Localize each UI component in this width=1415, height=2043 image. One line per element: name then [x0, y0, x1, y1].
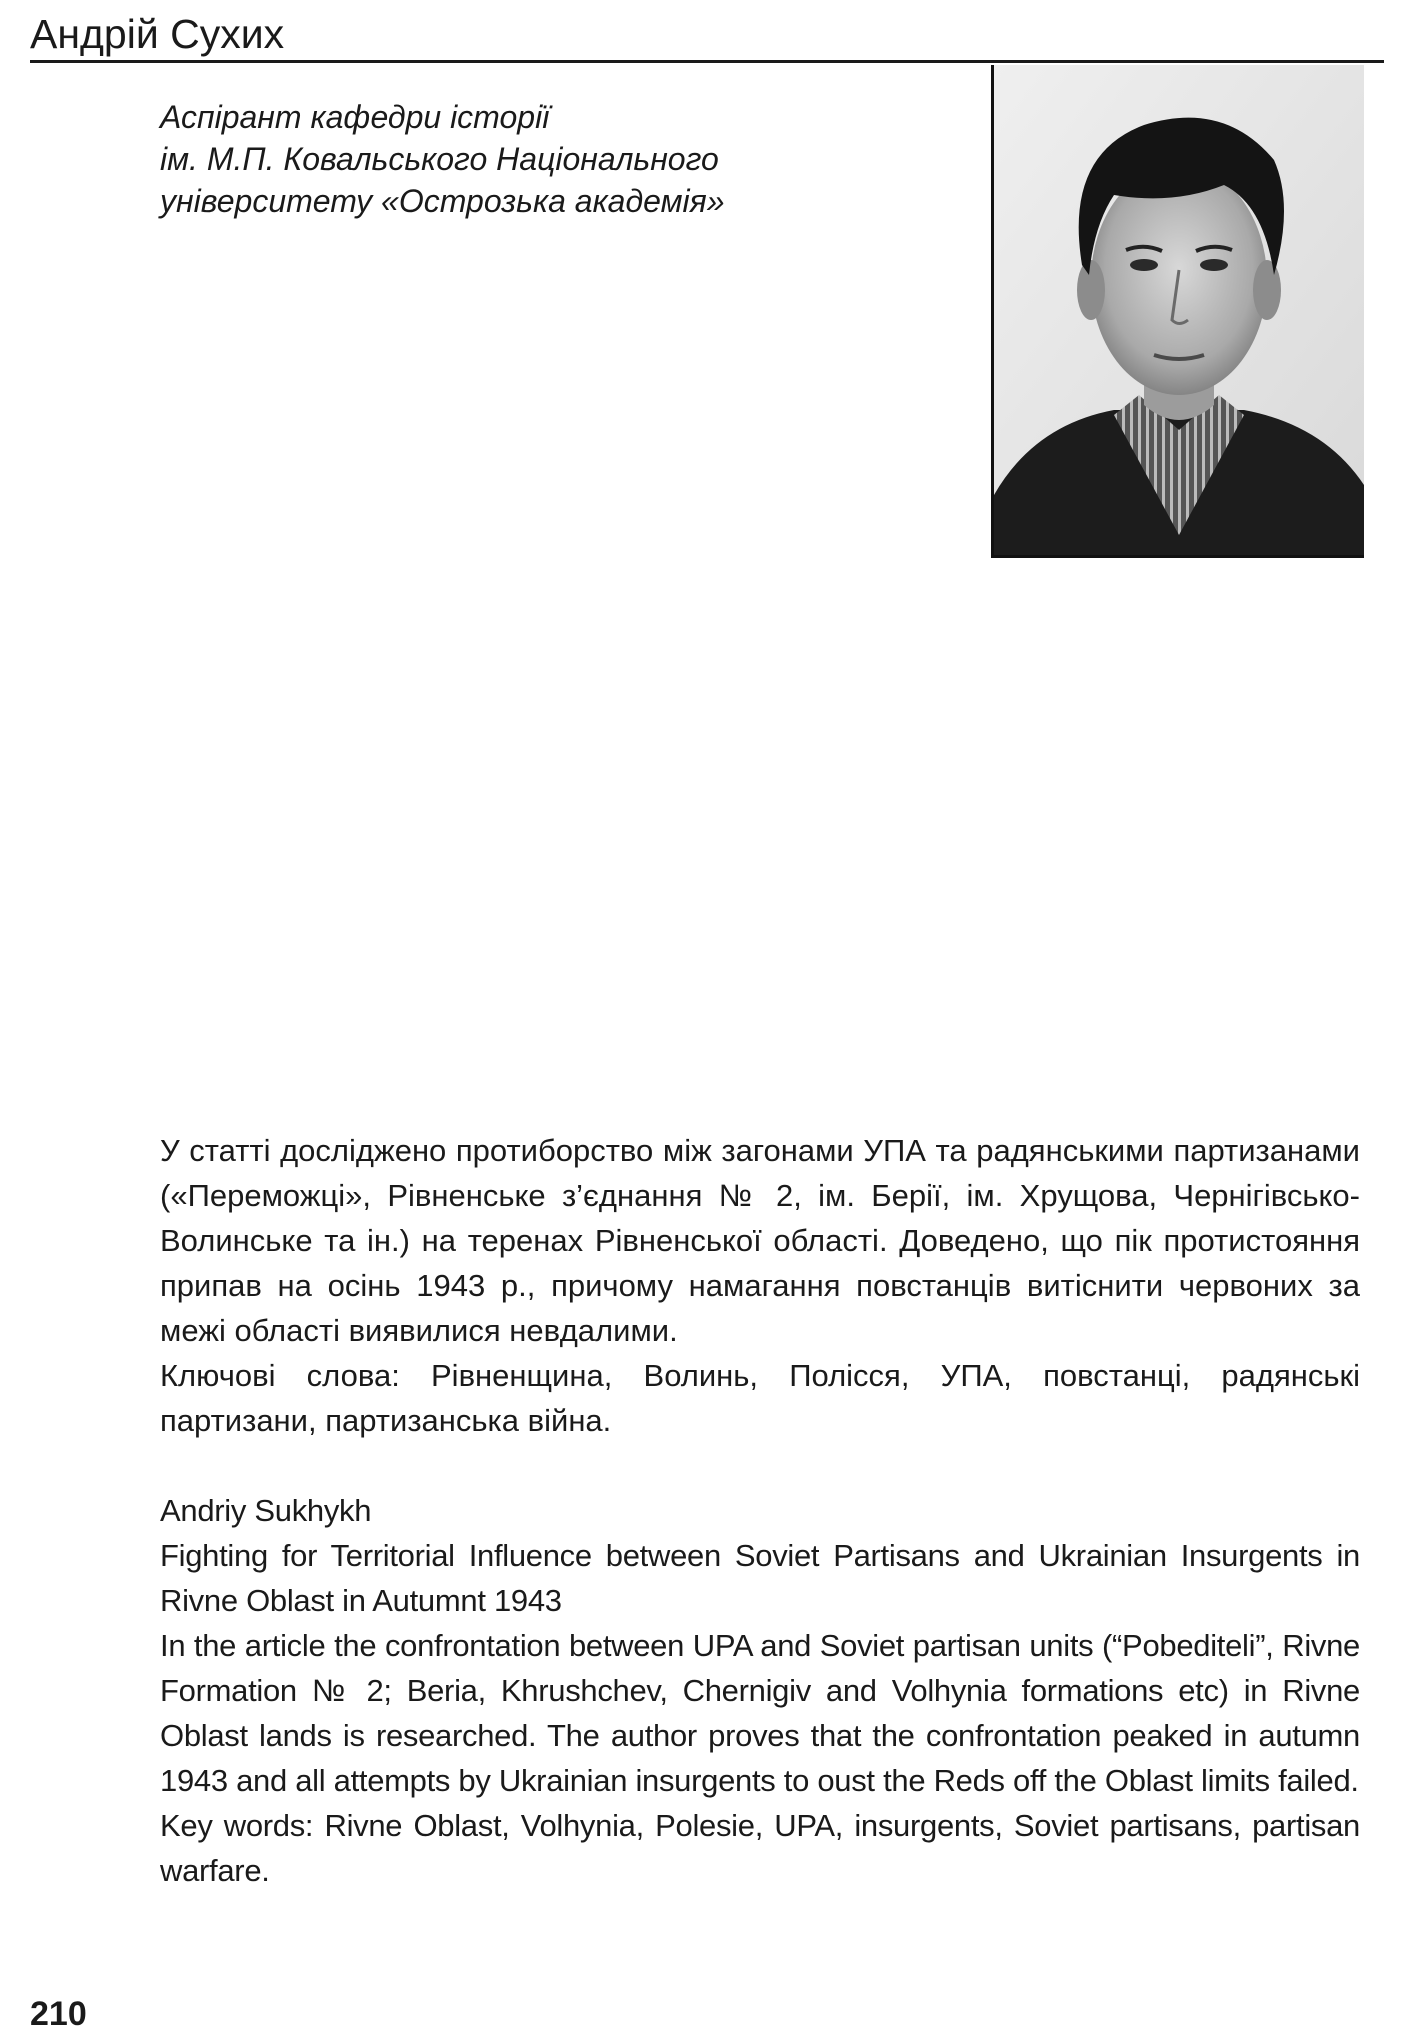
author-name-header: Андрій Сухих — [30, 11, 285, 57]
portrait-illustration — [994, 65, 1364, 555]
affiliation-line-2: ім. М.П. Ковальського Національного — [160, 141, 719, 177]
abstract-en-title: Fighting for Territorial Influence between Soviet Partisans and Ukrainian Insurgents in Rivne Oblast in Autumnt 1943 — [160, 1538, 1360, 1618]
author-affiliation — [160, 96, 725, 222]
abstract-en-keywords: Key words: Rivne Oblast, Volhynia, Polesie, UPA, insurgents, Soviet partisans, partisan warfare. — [160, 1808, 1360, 1888]
affiliation-line-1: Аспірант кафедри історії — [160, 99, 550, 135]
affiliation-line-3: університету «Острозька академія» — [160, 183, 725, 219]
author-portrait-photo — [991, 65, 1364, 558]
abstract-english — [160, 1488, 1360, 1893]
abstract-uk-keywords: Ключові слова: Рівненщина, Волинь, Полісся, УПА, повстанці, радянські партизани, партизанська війна. — [160, 1358, 1360, 1438]
page-number: 210 — [30, 1995, 87, 2033]
abstract-uk-body: У статті досліджено протиборство між загонами УПА та радянськими партизанами («Переможці», Рівненське з’єднання № 2, ім. Берії, ім. Хрущова, Чернігівсько-Волинське та ін.) на теренах Рівненської області. Доведено, що пік протистояння припав на осінь 1943 р., причому намагання повстанців витіснити червоних за межі області виявилися невдалими. — [160, 1133, 1360, 1348]
header-rule — [30, 60, 1384, 63]
abstract-en-author: Andriy Sukhykh — [160, 1493, 372, 1528]
abstract-en-body: In the article the confrontation between UPA and Soviet partisan units (“Pobediteli”, Rivne Formation № 2; Beria, Khrushchev, Chernigiv and Volhynia formations etc) in Rivne Oblast lands is researched. The author proves that the confrontation peaked in autumn 1943 and all attempts by Ukrainian insurgents to oust the Reds off the Oblast limits failed. — [160, 1628, 1360, 1798]
abstract-ukrainian — [160, 1128, 1360, 1443]
